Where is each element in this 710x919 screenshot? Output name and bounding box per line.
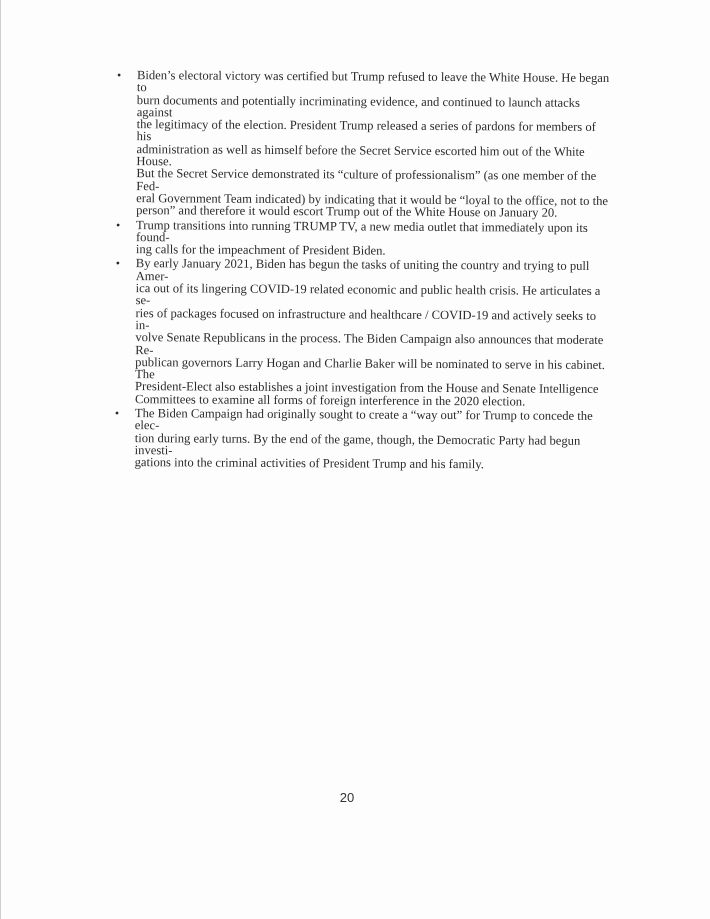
text-line: gations into the criminal activities of President Trump and his family. (134, 455, 484, 472)
text-line: the legitimacy of the election. President Trump released a series of pardons for members of his (136, 117, 596, 144)
text-line: ing calls for the impeachment of President Biden. (135, 242, 386, 258)
bullet-text (136, 219, 612, 259)
bullet-item (116, 219, 612, 259)
text-line: burn documents and potentially incriminating evidence, and continued to launch attacks against (136, 92, 580, 120)
text-line: eral Government Team indicated) by indicating that it would be “loyal to the office, not to the (136, 191, 609, 208)
text-line: publican governors Larry Hogan and Charlie Baker will be nominated to serve in his cabinet. The (135, 354, 605, 382)
bullet-item (115, 407, 611, 472)
text-line: ica out of its lingering COVID-19 related economic and public health crisis. He articulates a se- (135, 281, 601, 308)
bullet-item (115, 257, 612, 408)
text-line: President-Elect also establishes a joint investigation from the House and Senate Intelligence (135, 379, 599, 397)
text-line: By early January 2021, Biden has begun the tasks of uniting the country and trying to pull Amer- (135, 256, 590, 284)
bullet-item (116, 69, 613, 220)
bullet-list (115, 69, 613, 474)
text-line: The Biden Campaign had originally sought to create a “way out” for Trump to concede the elec- (134, 406, 593, 433)
text-line: person” and therefore it would escort Trump out of the White House on January 20. (136, 203, 558, 220)
bullet-icon: • (115, 256, 121, 271)
text-line: But the Secret Service demonstrated its “culture of professionalism” (as one member of the Fed- (136, 166, 597, 193)
bullet-icon: • (114, 406, 120, 421)
bullet-icon: • (116, 68, 122, 83)
text-line: volve Senate Republicans in the process. The Biden Campaign also announces that moderate Re- (135, 330, 604, 357)
text-line: Committees to examine all forms of foreign interference in the 2020 election. (134, 391, 526, 409)
bullet-text (136, 69, 613, 219)
bullet-text (135, 407, 611, 471)
bullet-icon: • (116, 217, 121, 232)
bullet-text (135, 258, 612, 408)
page-number: 20 (339, 790, 355, 805)
text-line: Biden’s electoral victory was certified but Trump refused to leave the White House. He began to (136, 68, 610, 95)
text-line: administration as well as himself before the Secret Service escorted him out of the White House. (136, 141, 585, 169)
text-line: ries of packages focused on infrastructure and healthcare / COVID-19 and actively seeks to in- (135, 305, 597, 333)
text-line: tion during early turns. By the end of the game, though, the Democratic Party had begun investi- (134, 430, 581, 458)
text-line: Trump transitions into running TRUMP TV, a new media outlet that immediately upon its found- (135, 217, 588, 245)
